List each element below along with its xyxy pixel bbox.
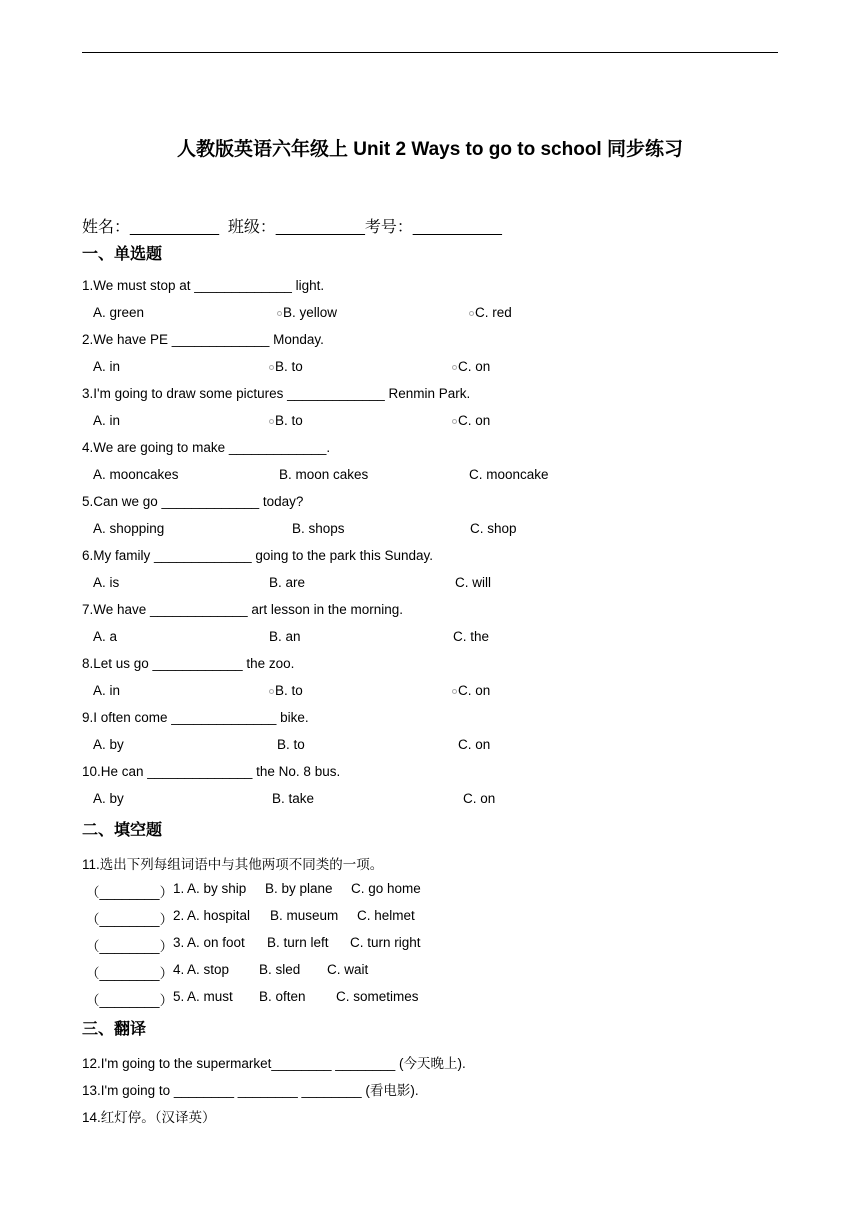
item-number: 5. — [173, 989, 185, 1004]
page-title: 人教版英语六年级上 Unit 2 Ways to go to school 同步练习 — [177, 139, 683, 160]
item-number: 3. — [173, 935, 185, 950]
radio-dot-icon — [452, 365, 457, 370]
q7-option-a: A. a — [93, 629, 118, 644]
item-option-b: B. museum — [270, 908, 339, 923]
q10-option-b: B. take — [272, 791, 315, 806]
q2-option-c: C. on — [452, 359, 490, 374]
q5-option-a: A. shopping — [93, 521, 165, 536]
question-10: 10.He can ______________ the No. 8 bus. — [82, 764, 341, 779]
question-2: 2.We have PE _____________ Monday. — [82, 332, 324, 347]
q1-option-c: C. red — [469, 305, 512, 320]
q8-option-b: B. to — [269, 683, 303, 698]
q8-option-a: A. in — [93, 683, 121, 698]
q6-option-a: A. is — [93, 575, 120, 590]
q2-option-b: B. to — [269, 359, 303, 374]
question-11: 11.选出下列每组词语中与其他两项不同类的一项。 — [82, 857, 384, 872]
item-option-b: B. by plane — [265, 881, 333, 896]
answer-blank: （________） — [86, 912, 174, 927]
item-option-b: B. often — [259, 989, 306, 1004]
item-number: 1. — [173, 881, 185, 896]
item-option-c: C. helmet — [357, 908, 415, 923]
radio-dot-icon — [452, 689, 457, 694]
q6-option-b: B. are — [269, 575, 306, 590]
answer-blank: （________） — [86, 966, 174, 981]
q8-option-c: C. on — [452, 683, 490, 698]
answer-blank: （________） — [86, 993, 174, 1008]
radio-dot-icon — [269, 365, 274, 370]
q9-option-c: C. on — [458, 737, 491, 752]
q3-option-b: B. to — [269, 413, 303, 428]
item-option-a: A. hospital — [187, 908, 251, 923]
section-heading-single-choice: 一、单选题 — [82, 246, 163, 263]
answer-blank: （________） — [86, 885, 174, 900]
radio-dot-icon — [452, 419, 457, 424]
q4-option-c: C. mooncake — [469, 467, 549, 482]
student-info-line: 姓名：__________ 班级：__________考号：__________ — [82, 219, 502, 236]
question-9: 9.I often come ______________ bike. — [82, 710, 309, 725]
q1-option-b: B. yellow — [277, 305, 337, 320]
q7-option-b: B. an — [269, 629, 301, 644]
item-option-a: A. stop — [187, 962, 230, 977]
item-option-c: C. go home — [351, 881, 421, 896]
question-6: 6.My family _____________ going to the park this Sunday. — [82, 548, 433, 563]
question-3: 3.I'm going to draw some pictures _____________ Renmin Park. — [82, 386, 471, 401]
radio-dot-icon — [269, 689, 274, 694]
q4-option-a: A. mooncakes — [93, 467, 179, 482]
q3-option-a: A. in — [93, 413, 121, 428]
item-option-c: C. sometimes — [336, 989, 419, 1004]
answer-blank: （________） — [86, 939, 174, 954]
question-4: 4.We are going to make _____________. — [82, 440, 331, 455]
header-rule — [82, 52, 778, 53]
section-heading-translation: 三、翻译 — [82, 1021, 147, 1038]
q9-option-a: A. by — [93, 737, 124, 752]
q5-option-b: B. shops — [292, 521, 345, 536]
item-number: 2. — [173, 908, 185, 923]
q4-option-b: B. moon cakes — [279, 467, 369, 482]
section-heading-fill-blank: 二、填空题 — [82, 822, 163, 839]
q3-option-c: C. on — [452, 413, 490, 428]
question-12: 12.I'm going to the supermarket________ ________ (今天晚上). — [82, 1056, 466, 1071]
q10-option-c: C. on — [463, 791, 496, 806]
question-13: 13.I'm going to ________ ________ ________ (看电影). — [82, 1083, 419, 1098]
q9-option-b: B. to — [277, 737, 305, 752]
q7-option-c: C. the — [453, 629, 490, 644]
question-8: 8.Let us go ____________ the zoo. — [82, 656, 295, 671]
q2-option-a: A. in — [93, 359, 121, 374]
question-1: 1.We must stop at _____________ light. — [82, 278, 325, 293]
radio-dot-icon — [277, 311, 282, 316]
item-option-b: B. turn left — [267, 935, 329, 950]
radio-dot-icon — [469, 311, 474, 316]
item-option-c: C. wait — [327, 962, 369, 977]
question-14: 14.红灯停。（汉译英） — [82, 1110, 216, 1125]
q10-option-a: A. by — [93, 791, 124, 806]
item-option-a: A. by ship — [187, 881, 247, 896]
item-option-a: A. on foot — [187, 935, 245, 950]
item-option-c: C. turn right — [350, 935, 421, 950]
item-option-b: B. sled — [259, 962, 301, 977]
radio-dot-icon — [269, 419, 274, 424]
question-7: 7.We have _____________ art lesson in the morning. — [82, 602, 403, 617]
item-option-a: A. must — [187, 989, 233, 1004]
q5-option-c: C. shop — [470, 521, 517, 536]
question-5: 5.Can we go _____________ today? — [82, 494, 304, 509]
item-number: 4. — [173, 962, 185, 977]
q6-option-c: C. will — [455, 575, 491, 590]
q1-option-a: A. green — [93, 305, 145, 320]
